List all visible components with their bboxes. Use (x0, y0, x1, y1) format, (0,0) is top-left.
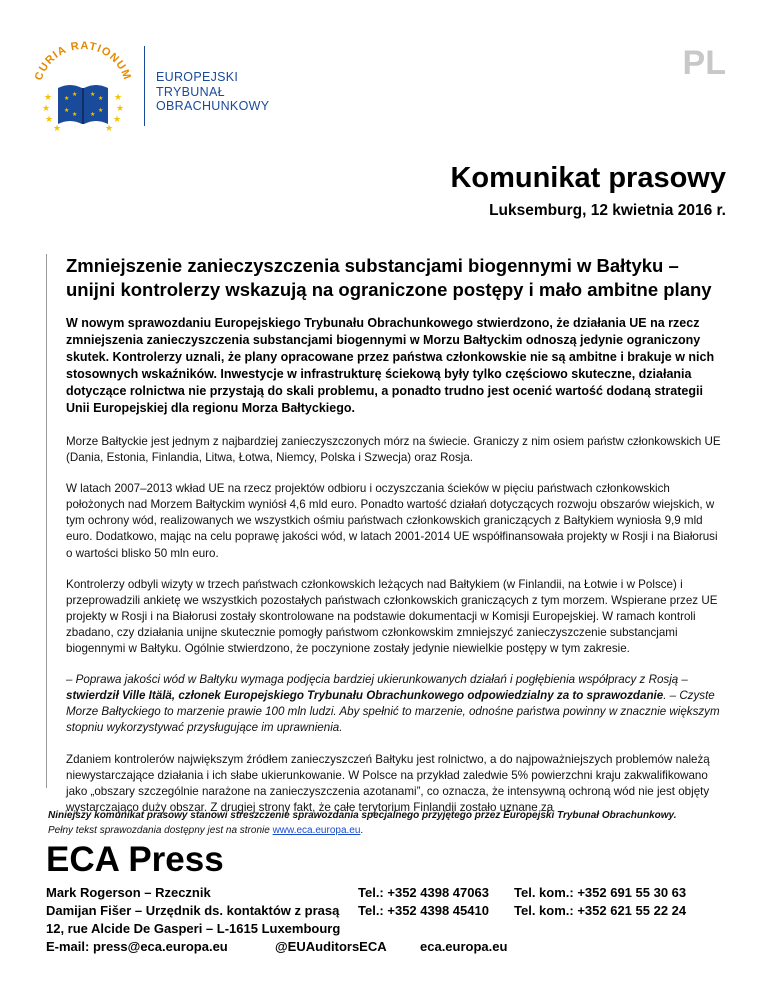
org-line-3: OBRACHUNKOWY (156, 99, 270, 113)
dateline: Luksemburg, 12 kwietnia 2016 r. (489, 202, 726, 219)
paragraph-1: Morze Bałtyckie jest jednym z najbardziej zanieczyszczonych mórz na świecie. Graniczy z nim osiem państw członkowskich UE (Dania, Estonia, Finlandia, Litwa, Łotwa, Niemcy, Polska i Szwecja) oraz Rosja. (66, 435, 721, 465)
svg-text:★: ★ (98, 108, 104, 114)
footer-website: eca.europa.eu (420, 939, 508, 954)
star-icon: ★ (44, 92, 53, 102)
lead-paragraph: W nowym sprawozdaniu Europejskiego Trybunału Obrachunkowego stwierdzono, że działania UE na rzecz zmniejszenia zanieczyszczenia substancjami biogennymi w Morzu Bałtyckim odnoszą jedynie ograniczony skutek. Kontrolerzy uznali, że plany opracowane przez państwa członkowskie nie są ambitne i brakuje w nich stosownych wskaźników. Inwestycje w infrastrukturę ściekową były tylko częściowo skuteczne, działania dotyczące rolnictwa nie przystają do skali problemu, a ponadto trudno jest ocenić wartość dodaną strategii Unii Europejskiej dla regionu Morza Bałtyckiego. (66, 316, 715, 415)
paragraph-4: Zdaniem kontrolerów największym źródłem zanieczyszczeń Bałtyku jest rolnictwo, a do najpoważniejszych problemów należą niewystarczające działania i ich słabe ukierunkowanie. W Polsce na przykład zaledwie 5% powierzchni kraju zakwalifikowano jako „obszary szczególnie narażone na zanieczyszczenia azotanami”, co oznacza, że intensywną ochroną wód nie jest objęty wystarczająco duży obszar. Z drugiej strony fakt, że całe terytorium Finlandii zostało uznane za (66, 752, 710, 814)
star-icon: ★ (116, 103, 125, 113)
contact1-mobile: Tel. kom.: +352 691 55 30 63 (514, 885, 687, 900)
contact1-name: Mark Rogerson – Rzecznik (46, 885, 211, 900)
paragraph-2: W latach 2007–2013 wkład UE na rzecz projektów odbioru i oczyszczania ścieków w pięciu państwach członkowskich położonych nad Morzem Bałtyckim wyniósł 4,6 mld euro. Ponadto wartość działań dotyczących rozwoju obszarów wiejskich, w tym ochrony wód, realizowanych we wszystkich ośmiu państwach członkowskich graniczących z Bałtykiem wyniosła 9,9 mld euro. Dodatkowo, mając na celu poprawę jakości wód, w latach 2001-2014 UE współfinansowała projekty w Rosji i na Białorusi o wartości blisko 50 mln euro. (66, 482, 718, 560)
svg-text:CURIA RATIONUM (33, 40, 134, 82)
document-title: Komunikat prasowy (450, 162, 726, 194)
footer-note (48, 808, 738, 838)
contact2-tel: Tel.: +352 4398 45410 (358, 903, 489, 918)
star-icon: ★ (42, 103, 51, 113)
eca-logo (20, 30, 146, 134)
star-icon: ★ (114, 92, 123, 102)
summary-note: Niniejszy komunikat prasowy stanowi streszczenie sprawozdania specjalnego przyjętego przez Europejski Trybunał Obrachunkowy. (48, 810, 677, 821)
quote-paragraph (66, 672, 722, 736)
logo-divider (144, 46, 145, 126)
svg-text:★: ★ (98, 96, 104, 102)
quote-part-2: . – Czyste Morze Bałtyckiego to marzenie prawie 100 mln ludzi. Aby spełnić to marzenie, odnośne państwa powinny w znacznie większym stopniu wykorzystywać przysługujące im uprawnienia (66, 689, 720, 735)
star-icon: ★ (45, 114, 54, 124)
svg-text:★: ★ (72, 112, 78, 118)
language-code: PL (682, 44, 726, 82)
star-icon: ★ (105, 123, 114, 133)
star-icon: ★ (53, 123, 62, 133)
eca-website-link[interactable]: www.eca.europa.eu (272, 825, 361, 836)
left-margin-rule (46, 254, 47, 788)
svg-text:★: ★ (64, 108, 70, 114)
fulltext-suffix: . (360, 825, 364, 836)
press-email: E-mail: press@eca.europa.eu (46, 939, 228, 954)
contact2-name: Damijan Fišer – Urzędnik ds. kontaktów z prasą (46, 903, 340, 918)
headline: Zmniejszenie zanieczyszczenia substancjami biogennymi w Bałtyku – unijni kontrolerzy wskazują na ograniczone postępy i mało ambitne plany (66, 255, 712, 300)
article-body (66, 254, 722, 831)
svg-text:★: ★ (64, 96, 70, 102)
twitter-handle: @EUAuditorsECA (275, 939, 387, 954)
contact1-tel: Tel.: +352 4398 47063 (358, 885, 489, 900)
paragraph-3: Kontrolerzy odbyli wizyty w trzech państwach członkowskich leżących nad Bałtykiem (w Finlandii, na Łotwie i w Polsce) i przeprowadzili ankietę we wszystkich pozostałych państwach członkowskich graniczących z tym morzem. Wspierane przez UE projekty w Rosji i na Białorusi zostały skontrolowane na podstawie dokumentacji w Komisji Europejskiej. W ramach kontroli zbadano, czy działania unijne skutecznie pomogły państwom członkowskim zmniejszyć zanieczyszczenie substancjami biogennymi w Bałtyku. Ogólnie stwierdzono, że poczynione zostały jedynie niewielkie postępy w tym zakresie. (66, 577, 718, 656)
svg-text:★: ★ (90, 92, 96, 98)
quote-part-1: – Poprawa jakości wód w Bałtyku wymaga podjęcia bardziej ukierunkowanych działań i pogłębienia współpracy z Rosją – (66, 673, 688, 687)
organization-name (156, 70, 269, 114)
eca-press-title: ECA Press (46, 840, 224, 879)
star-icon: ★ (113, 114, 122, 124)
quote-speaker: stwierdził Ville Itälä, członek Europejskiego Trybunału Obrachunkowego odpowiedzialny za to sprawozdanie (66, 689, 664, 703)
logo-ring-text: CURIA RATIONUM (32, 39, 134, 83)
svg-text:★: ★ (90, 112, 96, 118)
org-line-2: TRYBUNAŁ (156, 84, 225, 99)
quote-part-3: . (339, 721, 343, 735)
fulltext-prefix: Pełny tekst sprawozdania dostępny jest na stronie (48, 825, 273, 836)
open-book-icon (58, 85, 108, 124)
svg-text:★: ★ (72, 92, 78, 98)
org-line-1: EUROPEJSKI (156, 70, 239, 84)
address: 12, rue Alcide De Gasperi – L-1615 Luxembourg (46, 921, 341, 936)
contact2-mobile: Tel. kom.: +352 621 55 22 24 (514, 903, 687, 918)
